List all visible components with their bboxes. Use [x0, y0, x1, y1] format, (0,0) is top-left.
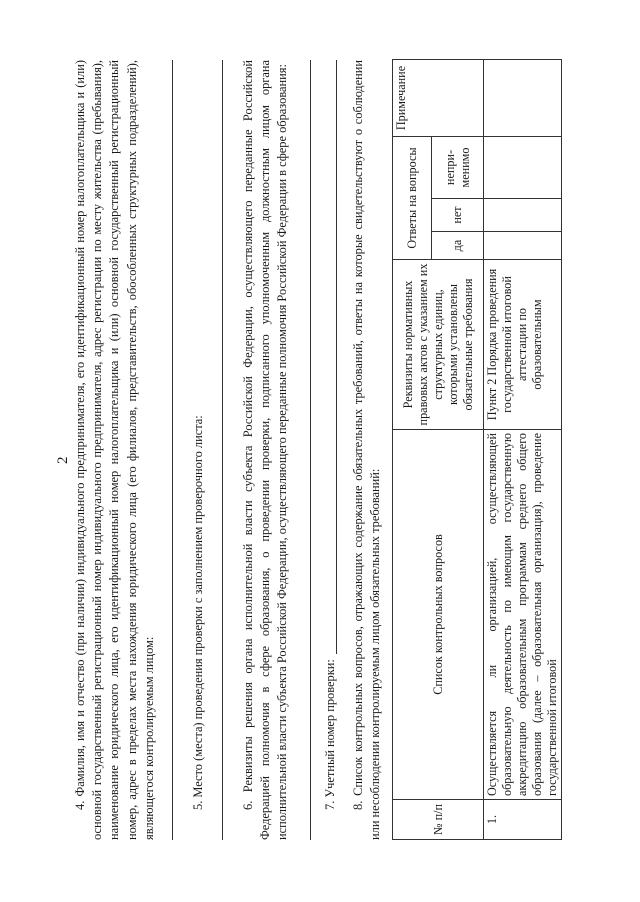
- header-questions: Список контрольных вопросов: [393, 430, 484, 800]
- page-number: 2: [55, 456, 71, 464]
- row-note: [484, 60, 562, 137]
- paragraph-6-decision-requisites: 6. Реквизиты решения органа исполнительной власти субъекта Российской Федерации, осуществляющего переданные Российской Федерацией полномочия в сфере образования, о проведении проверки, подписанного уполномоченным должностным лицом органа исполнительной власти субъекта Российской Федерации, осуществляющего переданные полномочия Российской Федерации в сфере образования:: [241, 60, 290, 840]
- row-answer-no: [484, 199, 562, 232]
- table-header-row: [393, 60, 432, 840]
- fill-line-6: [310, 60, 311, 840]
- header-note: Примечание: [393, 60, 484, 137]
- row-answer-not-applicable: [484, 137, 562, 199]
- paragraph-4-controlled-person: 4. Фамилия, имя и отчество (при наличии) индивидуального предпринимателя, его идентификационный номер налогоплательщика и (или) основной государственный регистрационный номер индивидуального предпринимателя, адрес регистрации по месту жительства (пребывания), наименование юридического лица, его идентификационный номер налогоплательщика и (или) основной государственный регистрационный номер, адрес в пределах места нахождения юридического лица (его филиалов, представительств, обособленных структурных подразделений), являющегося контролируемым лицом:: [73, 60, 156, 840]
- header-answers: Ответы на вопросы: [393, 137, 432, 260]
- header-num: № п/п: [393, 800, 484, 840]
- row-requisite: Пункт 2 Порядка проведения государственной итоговой аттестации по образовательным: [484, 260, 562, 430]
- header-no: нет: [432, 199, 484, 232]
- paragraph-5-inspection-place: 5. Место (места) проведения проверки с заполнением проверочного листа:: [191, 415, 205, 810]
- paragraph-7-inspection-number: 7. Учетный номер проверки:: [323, 659, 337, 810]
- fill-line-7: [336, 60, 337, 654]
- header-not-applicable: непри-менимо: [432, 137, 484, 199]
- paragraph-8-checklist-intro: 8. Список контрольных вопросов, отражающих содержание обязательных требований, ответы на которые свидетельствуют о соблюдении или несоблюдении контролируемым лицом обязательных требований:: [351, 60, 383, 840]
- row-num: 1.: [484, 800, 562, 840]
- header-requisites: Реквизиты нормативных правовых актов с указанием их структурных единиц, которыми установлены обязательные требования: [393, 260, 484, 430]
- header-yes: да: [432, 232, 484, 260]
- checklist-table: [392, 59, 562, 840]
- row-question: Осуществляется ли организацией, осуществляющей образовательную деятельность по имеющим государственную аккредитацию образовательным программам среднего общего образования (далее – образовательная организация), проведение государственной итоговой: [484, 430, 562, 800]
- fill-line-4: [172, 60, 173, 840]
- fill-line-5: [222, 60, 223, 840]
- row-answer-yes: [484, 232, 562, 260]
- table-row: [484, 60, 562, 840]
